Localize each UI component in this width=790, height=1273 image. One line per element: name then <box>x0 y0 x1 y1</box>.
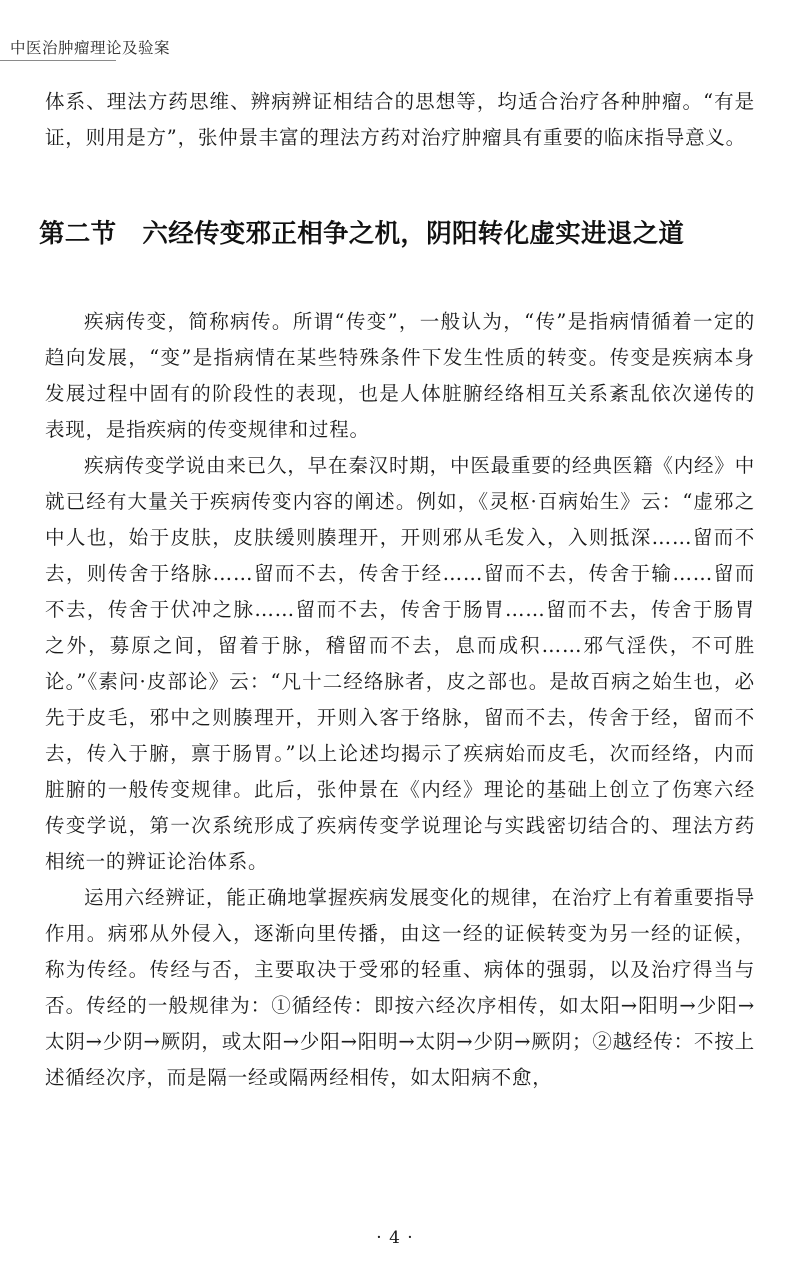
section-title: 六经传变邪正相争之机，阴阳转化虚实进退之道 <box>142 219 685 249</box>
intro-paragraph: 体系、理法方药思维、辨病辨证相结合的思想等，均适合治疗各种肿瘤。“有是证，则用是方”，张仲景丰富的理法方药对治疗肿瘤具有重要的临床指导意义。 <box>45 90 755 149</box>
running-head: 中医治肿瘤理论及验案 <box>10 39 171 57</box>
header-rule <box>0 60 116 61</box>
body-paragraph: 疾病传变学说由来已久，早在秦汉时期，中医最重要的经典医籍《内经》中就已经有大量关于疾病传变内容的阐述。例如，《灵枢·百病始生》云：“虚邪之中人也，始于皮肤，皮肤缓则腠理开，开则邪从毛发入，入则抵深……留而不去，则传舍于络脉……留而不去，传舍于经……留而不去，传舍于输……留而不去，传舍于伏冲之脉……留而不去，传舍于肠胃……留而不去，传舍于肠胃之外，募原之间，留着于脉，稽留而不去，息而成积……邪气淫佚，不可胜论。”《素问·皮部论》云：“凡十二经络脉者，皮之部也。是故百病之始生也，必先于皮毛，邪中之则腠理开，开则入客于络脉，留而不去，传舍于经，留而不去，传入于腑，禀于肠胃。”以上论述均揭示了疾病始而皮毛，次而经络，内而脏腑的一般传变规律。此后，张仲景在《内经》理论的基础上创立了伤寒六经传变学说，第一次系统形成了疾病传变学说理论与实践密切结合的、理法方药相统一的辨证论治体系。 <box>45 454 755 873</box>
page-number: · 4 · <box>376 1228 414 1248</box>
section-number: 第二节 <box>39 219 117 249</box>
section-heading <box>39 214 755 254</box>
page-body <box>39 84 755 1096</box>
body-paragraph: 疾病传变，简称病传。所谓“传变”，一般认为，“传”是指病情循着一定的趋向发展，“变”是指病情在某些特殊条件下发生性质的转变。传变是疾病本身发展过程中固有的阶段性的表现，也是人体脏腑经络相互关系紊乱依次递传的表现，是指疾病的传变规律和过程。 <box>45 310 755 441</box>
body-paragraph: 运用六经辨证，能正确地掌握疾病发展变化的规律，在治疗上有着重要指导作用。病邪从外侵入，逐渐向里传播，由这一经的证候转变为另一经的证候，称为传经。传经与否，主要取决于受邪的轻重、病体的强弱，以及治疗得当与否。传经的一般规律为：①循经传：即按六经次序相传，如太阳→阳明→少阳→太阴→少阴→厥阴，或太阳→少阳→阳明→太阴→少阴→厥阴；②越经传：不按上述循经次序，而是隔一经或隔两经相传，如太阳病不愈， <box>45 886 755 1089</box>
